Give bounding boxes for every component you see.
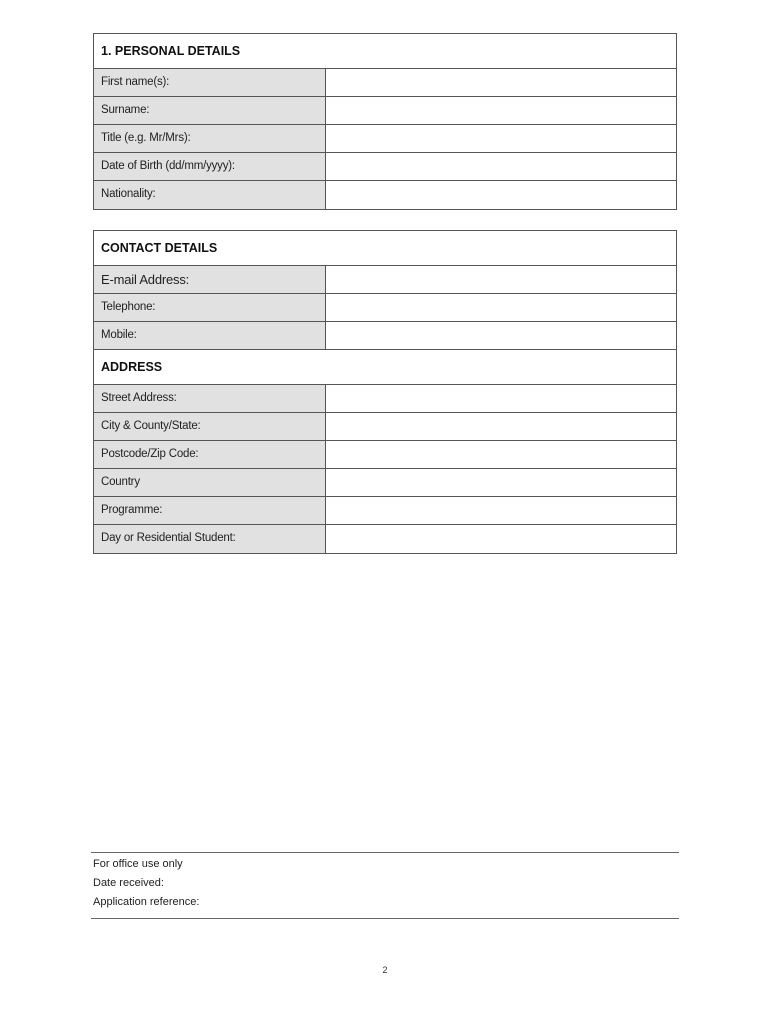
contact-details-heading: CONTACT DETAILS <box>94 231 676 266</box>
nationality-label: Nationality: <box>94 181 326 209</box>
personal-details-table <box>93 33 677 210</box>
date-of-birth-row <box>94 153 676 181</box>
email-label: E-mail Address: <box>94 266 326 293</box>
email-field[interactable] <box>326 266 676 293</box>
day-residential-row <box>94 525 676 553</box>
country-row <box>94 469 676 497</box>
mobile-label: Mobile: <box>94 322 326 349</box>
address-heading: ADDRESS <box>94 350 676 385</box>
date-of-birth-field[interactable] <box>326 153 676 180</box>
first-name-row <box>94 69 676 97</box>
street-address-row <box>94 385 676 413</box>
first-name-label: First name(s): <box>94 69 326 96</box>
nationality-field[interactable] <box>326 181 676 209</box>
programme-label: Programme: <box>94 497 326 524</box>
postcode-field[interactable] <box>326 441 676 468</box>
city-county-row <box>94 413 676 441</box>
mobile-field[interactable] <box>326 322 676 349</box>
telephone-label: Telephone: <box>94 294 326 321</box>
contact-address-table <box>93 230 677 554</box>
telephone-row <box>94 294 676 322</box>
day-residential-label: Day or Residential Student: <box>94 525 326 553</box>
date-of-birth-label: Date of Birth (dd/mm/yyyy): <box>94 153 326 180</box>
mobile-row <box>94 322 676 350</box>
country-label: Country <box>94 469 326 496</box>
surname-field[interactable] <box>326 97 676 124</box>
programme-row <box>94 497 676 525</box>
title-row <box>94 125 676 153</box>
day-residential-field[interactable] <box>326 525 676 553</box>
personal-details-heading: 1. PERSONAL DETAILS <box>94 34 676 69</box>
surname-label: Surname: <box>94 97 326 124</box>
postcode-row <box>94 441 676 469</box>
nationality-row <box>94 181 676 209</box>
country-field[interactable] <box>326 469 676 496</box>
title-label: Title (e.g. Mr/Mrs): <box>94 125 326 152</box>
application-reference-label: Application reference: <box>93 896 200 908</box>
telephone-field[interactable] <box>326 294 676 321</box>
postcode-label: Postcode/Zip Code: <box>94 441 326 468</box>
city-county-label: City & County/State: <box>94 413 326 440</box>
street-address-field[interactable] <box>326 385 676 412</box>
street-address-label: Street Address: <box>94 385 326 412</box>
first-name-field[interactable] <box>326 69 676 96</box>
date-received-label: Date received: <box>93 877 164 889</box>
surname-row <box>94 97 676 125</box>
office-use-section <box>91 852 679 912</box>
page-number: 2 <box>382 965 388 975</box>
programme-field[interactable] <box>326 497 676 524</box>
office-use-divider <box>91 918 679 919</box>
title-field[interactable] <box>326 125 676 152</box>
email-row <box>94 266 676 294</box>
city-county-field[interactable] <box>326 413 676 440</box>
office-use-title: For office use only <box>93 858 183 870</box>
